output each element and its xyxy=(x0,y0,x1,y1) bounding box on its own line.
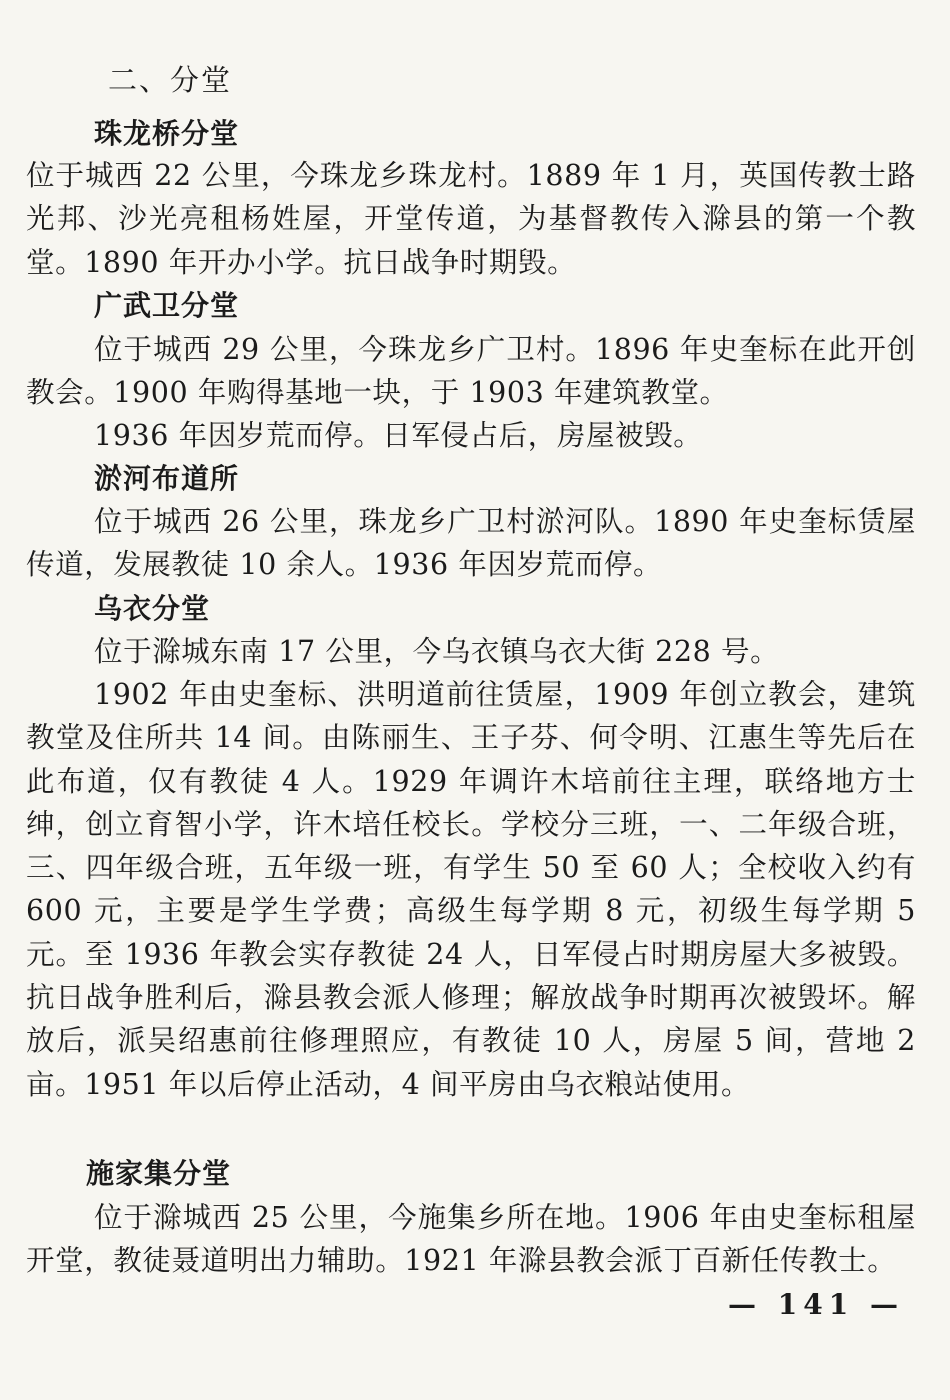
entry-paragraph: 1902 年由史奎标、洪明道前往赁屋，1909 年创立教会，建筑教堂及住所共 14 间。由陈丽生、王子芬、何令明、江惠生等先后在此布道，仅有教徒 4 人。1929 年调许木培前往主理，联络地方士绅，创立育智小学，许木培任校长。学校分三班，一、二年级合班，三、四年级合班，五年级一班，有学生 50 至 60 人；全校收入约有 600 元，主要是学生学费；高级生每学期 8 元，初级生每学期 5 元。至 1936 年教会实存教徒 24 人，日军侵占时期房屋大多被毁。抗日战争胜利后，滁县教会派人修理；解放战争时期再次被毁坏。解放后，派吴绍惠前往修理照应，有教徒 10 人，房屋 5 间，营地 2 亩。1951 年以后停止活动，4 间平房由乌衣粮站使用。 xyxy=(26,678,916,1101)
entry-heading-guangwuwei: 广武卫分堂 xyxy=(94,289,240,322)
entry-paragraph: 位于城西 26 公里，珠龙乡广卫村淤河队。1890 年史奎标赁屋传道，发展教徒 10 余人。1936 年因岁荒而停。 xyxy=(26,505,916,582)
entry-heading-zhulongqiao: 珠龙桥分堂 xyxy=(94,117,240,150)
entry-heading-yuhe: 淤河布道所 xyxy=(94,462,240,495)
entry-paragraph: 位于城西 29 公里，今珠龙乡广卫村。1896 年史奎标在此开创教会。1900 年购得基地一块，于 1903 年建筑教堂。 xyxy=(26,333,916,410)
section-title: 二、分堂 xyxy=(108,63,233,97)
page-number: — 141 — xyxy=(728,1288,904,1321)
entry-paragraph: 位于城西 22 公里，今珠龙乡珠龙村。1889 年 1 月，英国传教士路光邦、沙光亮租杨姓屋，开堂传道，为基督教传入滁县的第一个教堂。1890 年开办小学。抗日战争时期毁。 xyxy=(26,159,916,279)
entry-paragraph: 位于滁城东南 17 公里，今乌衣镇乌衣大街 228 号。 xyxy=(94,635,780,668)
entry-paragraph: 位于滁城西 25 公里，今施集乡所在地。1906 年由史奎标租屋开堂，教徒聂道明出力辅助。1921 年滁县教会派丁百新任传教士。 xyxy=(26,1201,916,1278)
entry-heading-wuyi: 乌衣分堂 xyxy=(94,592,211,625)
entry-heading-shijiaji: 施家集分堂 xyxy=(86,1157,232,1190)
entry-paragraph: 1936 年因岁荒而停。日军侵占后，房屋被毁。 xyxy=(94,419,703,452)
